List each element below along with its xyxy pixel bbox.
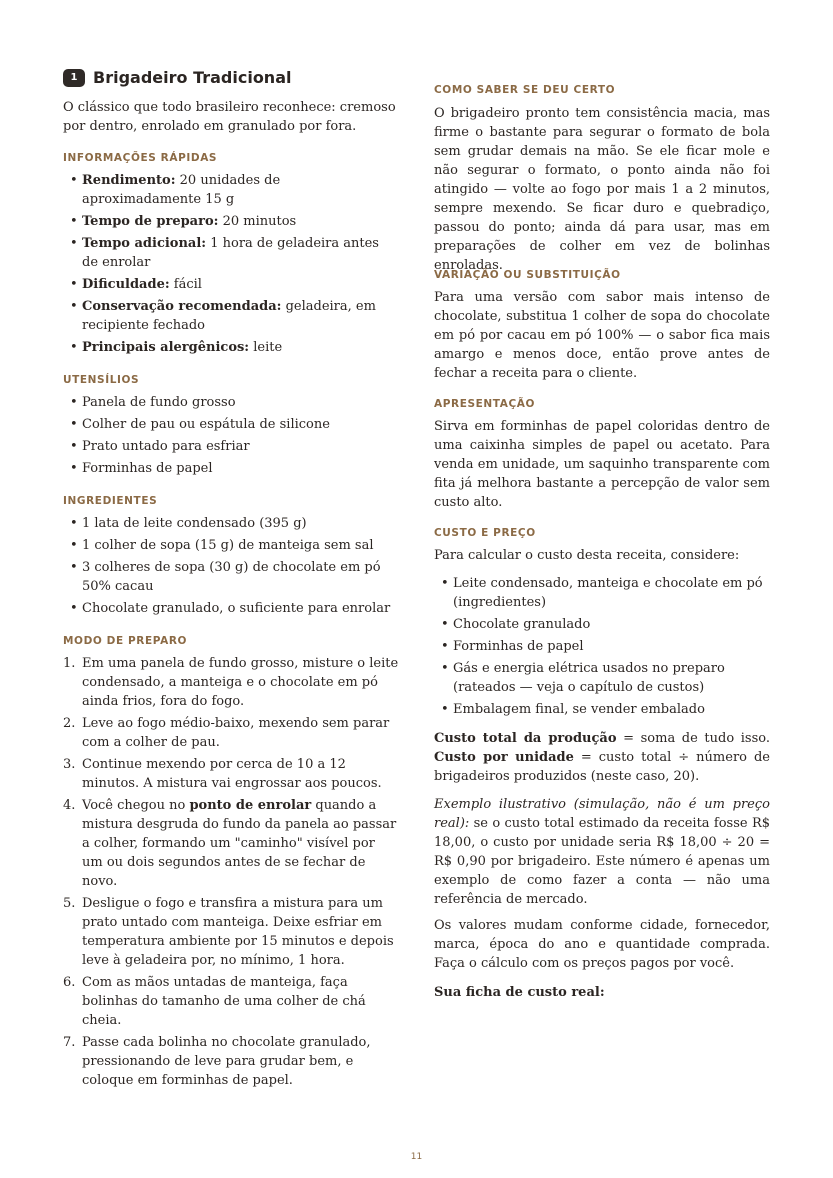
method-list: [63, 654, 399, 1090]
variation-text: Para uma versão com sabor mais intenso de chocolate, substitua 1 colher de sopa do chocolate em pó por cacau em pó 100% — o sabor fica mais amargo e menos doce, então prove antes de fechar a receita para o cliente.: [434, 290, 770, 381]
recipe-title: Brigadeiro Tradicional: [93, 68, 292, 87]
list-item: • Leite condensado, manteiga e chocolate em pó (ingredientes): [434, 574, 770, 612]
utensils-heading: UTENSÍLIOS: [63, 374, 140, 386]
cost-sheet-label: Sua ficha de custo real:: [434, 985, 605, 1000]
utensils-list: [63, 393, 399, 478]
list-item: 6. Com as mãos untadas de manteiga, faça bolinhas do tamanho de uma colher de chá cheia.: [63, 975, 366, 1028]
quick-info-heading: INFORMAÇÕES RÁPIDAS: [63, 152, 218, 164]
list-item: • 3 colheres de sopa (30 g) de chocolate em pó 50% cacau: [63, 558, 399, 596]
list-item: • Tempo adicional: 1 hora de geladeira antes de enrolar: [63, 234, 399, 272]
presentation-text: Sirva em forminhas de papel coloridas dentro de uma caixinha simples de papel ou acetato. Para venda em unidade, um saquinho transparente com fita já melhora bastante a percepção de valor sem custo alto.: [434, 419, 770, 510]
method-heading: MODO DE PREPARO: [63, 635, 188, 647]
list-item: 7. Passe cada bolinha no chocolate granulado, pressionando de leve para grudar bem, e coloque em forminhas de papel.: [63, 1035, 371, 1088]
cost-example: Exemplo ilustrativo (simulação, não é um preço real): se o custo total estimado da receita fosse R$ 18,00, o custo por unidade seria R$ 18,00 ÷ 20 = R$ 0,90 por brigadeiro. Este número é apenas um exemplo de como fazer a conta — não uma referência de mercado.: [434, 797, 770, 907]
recipe-number-badge: 1: [63, 69, 85, 87]
check-text: O brigadeiro pronto tem consistência macia, mas firme o bastante para segurar o formato de bola sem grudar demais na mão. Se ele ficar mole e não segurar o formato, o ponto ainda não foi atingido — volte ao fogo por mais 1 a 2 minutos, sempre mexendo. Se ficar duro e quebradiço, passou do ponto; ainda dá para usar, mas em preparações de colher em vez de bolinhas enroladas.: [434, 106, 770, 273]
list-item: • 1 lata de leite condensado (395 g): [63, 514, 399, 533]
list-item: • Prato untado para esfriar: [63, 437, 399, 456]
list-item: • Dificuldade: fácil: [63, 275, 399, 294]
recipe-intro: O clássico que todo brasileiro reconhece: cremoso por dentro, enrolado em granulado por fora.: [63, 100, 396, 134]
list-item: • 1 colher de sopa (15 g) de manteiga sem sal: [63, 536, 399, 555]
list-item: • Principais alergênicos: leite: [63, 338, 399, 357]
list-item: 4. Você chegou no ponto de enrolar quando a mistura desgruda do fundo da panela ao passar a colher, formando um "caminho" visível por um ou dois segundos antes de se fechar de novo.: [63, 798, 397, 889]
list-item: 1. Em uma panela de fundo grosso, misture o leite condensado, a manteiga e o chocolate em pó ainda frios, fora do fogo.: [63, 656, 399, 709]
list-item: 5. Desligue o fogo e transfira a mistura para um prato untado com manteiga. Deixe esfriar em temperatura ambiente por 15 minutos e depois leve à geladeira por, no mínimo, 1 hora.: [63, 896, 394, 968]
cost-note: Os valores mudam conforme cidade, fornecedor, marca, época do ano e quantidade comprada. Faça o cálculo com os preços pagos por você.: [434, 918, 770, 971]
cost-formula: Custo total da produção = soma de tudo isso. Custo por unidade = custo total ÷ número de brigadeiros produzidos (neste caso, 20).: [434, 731, 770, 784]
list-item: • Chocolate granulado, o suficiente para enrolar: [63, 599, 399, 618]
ingredients-heading: INGREDIENTES: [63, 495, 158, 507]
list-item: • Panela de fundo grosso: [63, 393, 399, 412]
cost-heading: CUSTO E PREÇO: [434, 527, 536, 539]
list-item: • Chocolate granulado: [434, 615, 770, 634]
list-item: • Tempo de preparo: 20 minutos: [63, 212, 399, 231]
list-item: • Rendimento: 20 unidades de aproximadamente 15 g: [63, 171, 399, 209]
cost-intro: Para calcular o custo desta receita, considere:: [434, 548, 740, 563]
list-item: 2. Leve ao fogo médio-baixo, mexendo sem parar com a colher de pau.: [63, 716, 390, 750]
list-item: • Embalagem final, se vender embalado: [434, 700, 770, 719]
check-heading: COMO SABER SE DEU CERTO: [434, 84, 616, 96]
list-item: • Conservação recomendada: geladeira, em recipiente fechado: [63, 297, 399, 335]
page-number: 11: [410, 1152, 423, 1162]
cost-list: [434, 574, 770, 719]
recipe-title-row: [63, 68, 291, 87]
quick-info-list: [63, 171, 399, 357]
list-item: • Forminhas de papel: [63, 459, 399, 478]
variation-heading: VARIAÇÃO OU SUBSTITUIÇÃO: [434, 269, 621, 281]
list-item: • Gás e energia elétrica usados no preparo (rateados — veja o capítulo de custos): [434, 659, 770, 697]
list-item: • Colher de pau ou espátula de silicone: [63, 415, 399, 434]
list-item: • Forminhas de papel: [434, 637, 770, 656]
presentation-heading: APRESENTAÇÃO: [434, 398, 536, 410]
ingredients-list: [63, 514, 399, 618]
list-item: 3. Continue mexendo por cerca de 10 a 12 minutos. A mistura vai engrossar aos poucos.: [63, 757, 382, 791]
